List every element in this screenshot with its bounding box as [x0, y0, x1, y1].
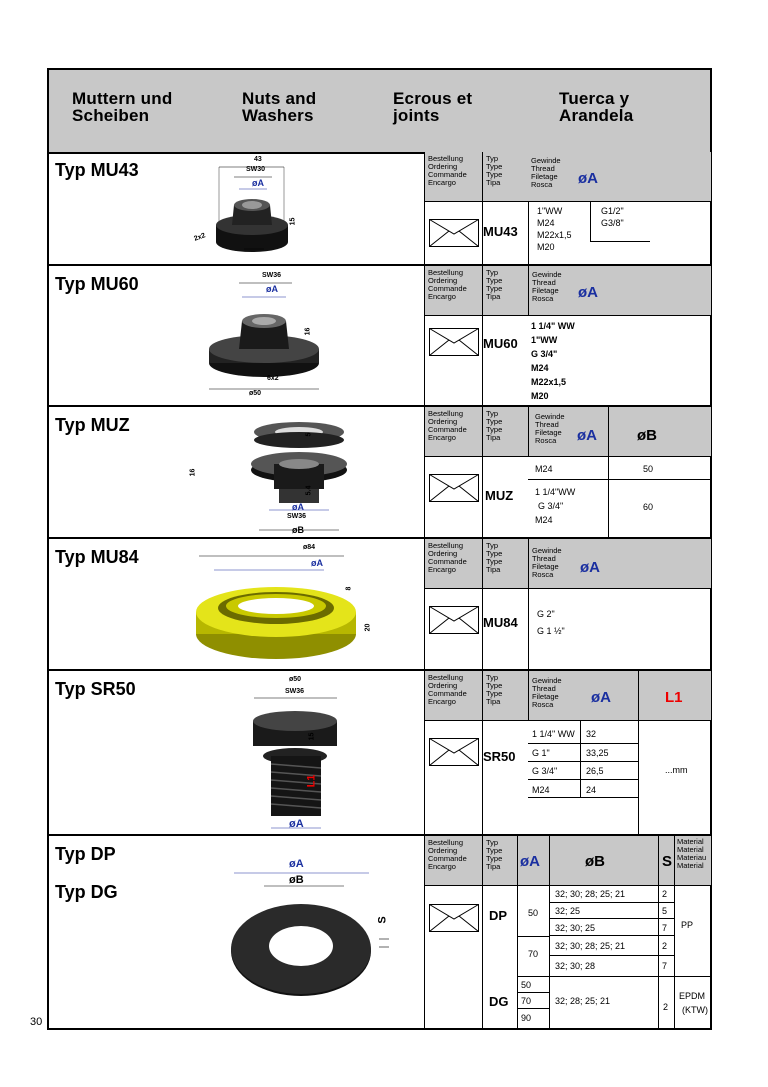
- header-de: Muttern und Scheiben: [72, 89, 173, 125]
- dim-label: 20: [364, 623, 372, 632]
- type-code: DG: [489, 994, 509, 1009]
- phiB-label: øB: [585, 853, 605, 870]
- envelope-icon[interactable]: [429, 219, 479, 247]
- type-label: Typ Type Type Tipa: [482, 539, 528, 671]
- thread-list: 1"WW M24 M22x1,5 M20: [528, 202, 590, 266]
- type-label: Typ Type Type Tipa: [482, 836, 517, 1028]
- type-code: MUZ: [485, 488, 514, 503]
- dim-label: 43: [254, 156, 262, 163]
- header-es: Tuerca y Arandela: [559, 89, 634, 125]
- mu60-drawing: [184, 271, 334, 401]
- dim-label: SW36: [285, 688, 305, 695]
- phiA-value: 50: [517, 976, 549, 993]
- dim-label: øB: [292, 525, 304, 535]
- type-code: MU84: [483, 615, 518, 630]
- order-label: Bestellung Ordering Commande Encargo: [428, 541, 467, 574]
- thread-label: Gewinde Thread Filetage Rosca: [528, 539, 562, 671]
- envelope-icon[interactable]: [429, 904, 479, 932]
- dim-label: 15: [289, 217, 297, 226]
- S-value: 2: [658, 886, 674, 903]
- order-label: Bestellung Ordering Commande Encargo: [428, 838, 467, 871]
- mu84-drawing: [184, 544, 384, 669]
- dim-label: 5: [305, 432, 313, 437]
- phiB-value: 32; 30; 25: [549, 919, 658, 936]
- product-title: Typ MU43: [55, 160, 139, 180]
- phiA-label: øA: [578, 170, 598, 187]
- phiB-value: 32; 30; 28; 25; 21: [549, 936, 658, 956]
- phiA-label: øA: [578, 284, 598, 301]
- thread-list: G1/2" G3/8": [590, 202, 650, 242]
- section-mu43: [49, 152, 710, 266]
- dim-label: SW30: [246, 166, 266, 173]
- table-row: M24 24: [528, 780, 638, 798]
- thread-label: Gewinde Thread Filetage Rosca: [528, 671, 562, 721]
- thread-label: Gewinde Thread Filetage Rosca: [528, 407, 565, 457]
- section-muz: [49, 407, 710, 539]
- type-code: MU60: [483, 336, 518, 351]
- material-value: EPDM (KTW): [679, 991, 708, 1015]
- phiB-value: 32; 28; 25; 21: [555, 996, 611, 1006]
- order-table: [424, 836, 711, 1028]
- envelope-icon[interactable]: [429, 606, 479, 634]
- product-title: Typ SR50: [55, 679, 136, 699]
- dim-label: ø50: [289, 676, 302, 683]
- phiA-label: øA: [520, 853, 540, 870]
- material-value: PP: [681, 920, 694, 930]
- thread-list: G 2" G 1 ½": [537, 609, 565, 636]
- header-bar: [49, 70, 710, 154]
- page-number: 30: [30, 1016, 43, 1028]
- order-label: Bestellung Ordering Commande Encargo: [428, 673, 467, 706]
- L1-label: L1: [665, 689, 683, 706]
- phiB-value: 50: [643, 464, 654, 474]
- header-en: Nuts and Washers: [242, 89, 317, 125]
- dim-label: 16: [304, 327, 312, 336]
- dim-label: øA: [252, 178, 264, 188]
- dim-label: ø84: [303, 544, 316, 551]
- order-label: Bestellung Ordering Commande Encargo: [428, 409, 467, 442]
- phiA-value: 50: [528, 908, 539, 918]
- unit-label: ...mm: [665, 765, 688, 775]
- thread-label: Gewinde Thread Filetage Rosca: [528, 266, 562, 316]
- header-fr: Ecrous et joints: [393, 89, 473, 125]
- dim-label: 5.4: [305, 485, 313, 496]
- type-code: SR50: [483, 749, 516, 764]
- type-code: DP: [489, 908, 508, 923]
- dim-label: øA: [289, 858, 304, 870]
- product-title: Typ DG: [55, 882, 118, 902]
- section-sr50: [49, 671, 710, 836]
- phiB-value: 32; 25: [549, 903, 658, 919]
- dim-label: øA: [289, 818, 304, 830]
- phiA-value: 70: [517, 993, 549, 1009]
- S-label: S: [662, 853, 673, 870]
- dim-label: SW36: [262, 272, 282, 279]
- S-value: 2: [658, 936, 674, 956]
- table-row: 1 1/4" WW 32: [528, 726, 638, 744]
- material-label: Material Material Materiau Material: [674, 836, 706, 976]
- dim-label: øB: [289, 874, 304, 886]
- order-label: Bestellung Ordering Commande Encargo: [428, 268, 467, 301]
- product-title: Typ DP: [55, 844, 116, 864]
- phiA-label: øA: [580, 559, 600, 576]
- type-label: Typ Type Type Tipa: [482, 152, 528, 266]
- thread-label: Gewinde Thread Filetage Rosca: [531, 156, 561, 189]
- product-title: Typ MU84: [55, 547, 139, 567]
- order-label: Bestellung Ordering Commande Encargo: [428, 154, 467, 187]
- dim-label: 15: [308, 732, 316, 741]
- sr50-drawing: [209, 676, 369, 836]
- order-table: [424, 152, 711, 264]
- section-mu84: [49, 539, 710, 671]
- type-label: Typ Type Type Tipa: [482, 407, 528, 539]
- dim-label: ø50: [249, 390, 262, 397]
- envelope-icon[interactable]: [429, 738, 479, 766]
- dim-label: 6x2: [267, 375, 279, 382]
- table-row: G 3/4" 26,5: [528, 762, 638, 780]
- dim-label: 8: [345, 586, 353, 591]
- type-label: Typ Type Type Tipa: [482, 671, 528, 836]
- S-value: 5: [658, 903, 674, 919]
- phiB-value: 32; 30; 28; 25; 21: [549, 886, 658, 903]
- thread-list: 1 1/4"WW G 3/4" M24: [535, 487, 576, 525]
- S-value: 7: [662, 961, 668, 971]
- phiA-label: øA: [591, 689, 611, 706]
- dim-label: S: [376, 916, 389, 924]
- thread-list: 1 1/4" WW 1"WW G 3/4" M24 M22x1,5 M20: [531, 321, 575, 401]
- S-value: 2: [663, 1002, 669, 1012]
- envelope-icon[interactable]: [429, 474, 479, 502]
- table-row: G 1" 33,25: [528, 744, 638, 762]
- dim-label: øA: [266, 284, 278, 294]
- section-mu60: [49, 266, 710, 407]
- dim-label: 16: [189, 468, 197, 477]
- order-table: [424, 266, 711, 405]
- order-table: [424, 407, 711, 537]
- dim-label: øA: [311, 558, 323, 568]
- order-table: [424, 539, 711, 669]
- type-code: MU43: [483, 224, 518, 239]
- dim-label: øA: [292, 502, 304, 512]
- product-title: Typ MU60: [55, 274, 139, 294]
- envelope-icon[interactable]: [429, 328, 479, 356]
- phiB-label: øB: [608, 407, 711, 539]
- phiA-label: øA: [577, 427, 597, 444]
- phiB-value: 60: [643, 502, 654, 512]
- dim-label: 2x2: [193, 232, 207, 243]
- S-value: 7: [658, 919, 674, 936]
- thread-value: M24: [535, 464, 553, 474]
- dim-label: L1: [305, 774, 318, 788]
- dim-label: SW36: [287, 513, 307, 520]
- phiA-value: 90: [521, 1013, 532, 1023]
- phiA-value: 70: [528, 949, 539, 959]
- order-table: [424, 671, 711, 834]
- type-label: Typ Type Type Tipa: [482, 266, 528, 407]
- product-title: Typ MUZ: [55, 415, 130, 435]
- section-dp-dg: [49, 836, 710, 1028]
- phiB-value: 32; 30; 28: [555, 961, 596, 971]
